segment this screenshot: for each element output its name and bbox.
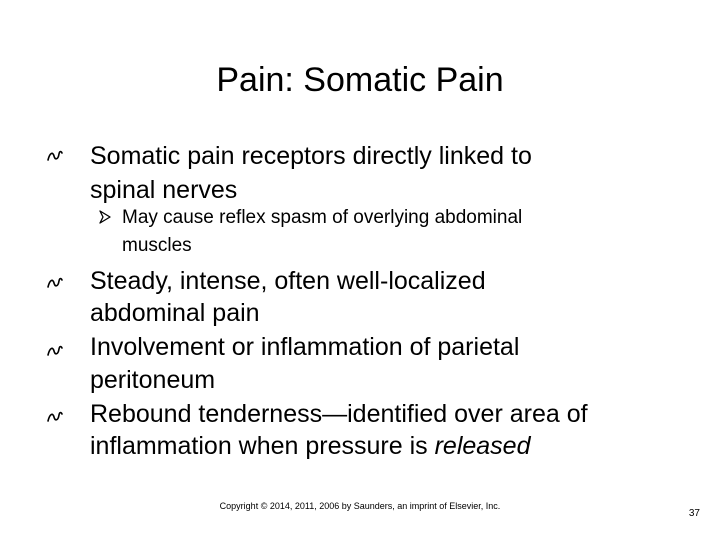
cursive-bullet-icon — [46, 148, 64, 164]
bullet-1-line-2: spinal nerves — [90, 176, 238, 204]
cursive-bullet-icon — [46, 343, 64, 359]
bullet-4-line-1: Rebound tenderness—identified over area of — [90, 400, 588, 428]
bullet-2-line-2: abdominal pain — [90, 299, 260, 327]
arrowhead-bullet-icon — [98, 210, 112, 224]
bullet-1-line-1: Somatic pain receptors directly linked to — [90, 142, 532, 170]
bullet-4-line-2-text: inflammation when pressure is — [90, 432, 435, 460]
slide-title: Pain: Somatic Pain — [216, 61, 504, 99]
bullet-4-line-2 — [90, 429, 531, 463]
sub-bullet-line-1: May cause reflex spasm of overlying abdominal — [122, 207, 523, 228]
copyright-footer: Copyright © 2014, 2011, 2006 by Saunders, an imprint of Elsevier, Inc. — [219, 501, 501, 511]
page-number: 37 — [688, 508, 700, 519]
emphasis-released: released — [434, 432, 531, 460]
bullet-3-line-1: Involvement or inflammation of parietal — [90, 333, 520, 361]
cursive-bullet-icon — [46, 409, 64, 425]
bullet-3-line-2: peritoneum — [90, 366, 216, 394]
sub-bullet-line-2: muscles — [122, 235, 192, 256]
bullet-2-line-1: Steady, intense, often well-localized — [90, 267, 486, 295]
cursive-bullet-icon — [46, 275, 64, 291]
